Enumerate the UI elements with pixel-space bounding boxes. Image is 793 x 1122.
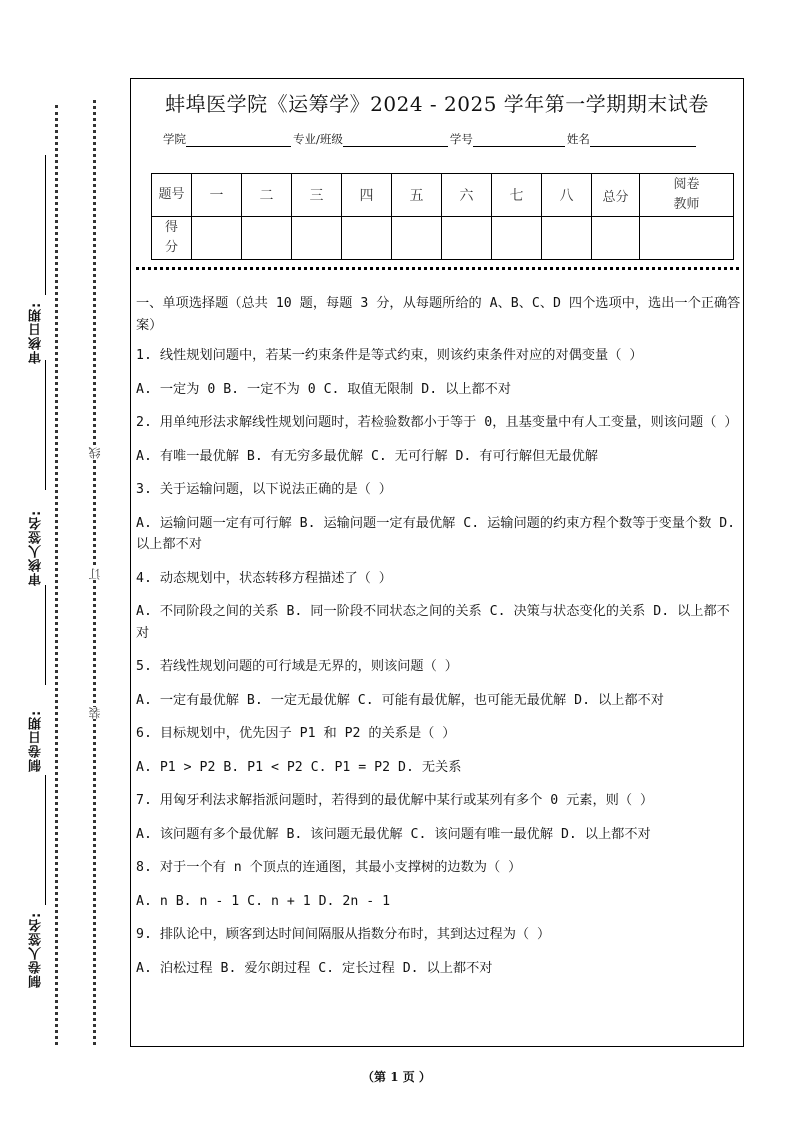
name-field[interactable] [590,132,696,147]
name-label: 姓名 [566,132,590,146]
student-id-field[interactable] [473,132,565,147]
score-cell-grader[interactable] [640,217,734,260]
question-8-options: A. n B. n - 1 C. n + 1 D. 2n - 1 [136,893,391,909]
binding-word-bind: 订 [88,568,102,580]
binding-dotted-line-inner [55,105,58,1045]
question-2-stem: 2. 用单纯形法求解线性规划问题时，若检验数都小于等于 0，且基变量中有人工变量，则该问题（ ） [136,415,738,430]
question-8-stem: 8. 对于一个有 n 个顶点的连通图，其最小支撑树的边数为（ ） [136,860,522,875]
college-field[interactable] [186,132,291,147]
col-header-4: 四 [342,174,392,217]
header-separator [136,267,739,270]
col-header-3: 三 [292,174,342,217]
question-3-stem: 3. 关于运输问题，以下说法正确的是（ ） [136,482,392,497]
major-class-field[interactable] [343,132,448,147]
question-6-options: A. P1 > P2 B. P1 < P2 C. P1 = P2 D. 无关系 [136,759,462,775]
major-class-label: 专业/班级 [293,132,343,146]
score-cell-5[interactable] [392,217,442,260]
review-date-label: 审核日期: [29,301,44,365]
question-4-options: A. 不同阶段之间的关系 B. 同一阶段不同状态之间的关系 C. 决策与状态变化的关系 D. 以上都不对 [136,604,730,641]
binding-word-line: 线 [88,447,102,459]
student-info-row [163,131,698,147]
question-1-stem: 1. 线性规划问题中，若某一约束条件是等式约束，则该约束条件对应的对偶变量（ ） [136,348,643,363]
score-cell-2[interactable] [242,217,292,260]
score-cell-total[interactable] [592,217,640,260]
college-label: 学院 [163,132,186,146]
col-header-grader [640,174,734,217]
col-header-5: 五 [392,174,442,217]
score-cell-4[interactable] [342,217,392,260]
question-1-options: A. 一定为 0 B. 一定不为 0 C. 取值无限制 D. 以上都不对 [136,381,512,397]
question-2-options: A. 有唯一最优解 B. 有无穷多最优解 C. 无可行解 D. 有可行解但无最优解 [136,448,598,464]
exam-title: 蚌埠医学院《运筹学》2024 - 2025 学年第一学期期末试卷 [165,92,709,116]
col-header-7: 七 [492,174,542,217]
question-9-stem: 9. 排队论中，顾客到达时间间隔服从指数分布时，其到达过程为（ ） [136,927,551,942]
score-header-text: 得分 [164,220,178,255]
maker-sign-line [45,775,46,905]
question-5-options: A. 一定有最优解 B. 一定无最优解 C. 可能有最优解，也可能无最优解 D. 以上都不对 [136,692,664,708]
col-header-2: 二 [242,174,292,217]
question-number-header: 题号 [152,174,192,217]
score-cell-8[interactable] [542,217,592,260]
question-9-options: A. 泊松过程 B. 爱尔朗过程 C. 定长过程 D. 以上都不对 [136,960,493,976]
score-table [151,173,734,260]
score-header [152,217,192,260]
score-cell-1[interactable] [192,217,242,260]
score-cell-6[interactable] [442,217,492,260]
col-header-total: 总分 [592,174,640,217]
make-date-label: 制卷日期: [29,709,44,773]
col-header-6: 六 [442,174,492,217]
section-heading: 一、单项选择题（总共 10 题，每题 3 分，从每题所给的 A、B、C、D 四个选项中，选出一个正确答案） [136,296,741,333]
score-cell-3[interactable] [292,217,342,260]
binding-word-mount: 装 [88,707,102,719]
exam-content [136,293,741,991]
question-7-options: A. 该问题有多个最优解 B. 该问题无最优解 C. 该问题有唯一最优解 D. 以上都不对 [136,826,651,842]
student-id-label: 学号 [449,132,473,146]
page-number: （第 1 页 ） [362,1070,431,1084]
question-3-options: A. 运输问题一定有可行解 B. 运输问题一定有最优解 C. 运输问题的约束方程个数等于变量个数 D. 以上都不对 [136,515,736,552]
review-date-line [45,155,46,295]
question-6-stem: 6. 目标规划中，优先因子 P1 和 P2 的关系是（ ） [136,726,456,741]
score-cell-7[interactable] [492,217,542,260]
reviewer-sign-line [45,360,46,490]
question-7-stem: 7. 用匈牙利法求解指派问题时，若得到的最优解中某行或某列有多个 0 元素，则（ ） [136,793,654,808]
make-date-line [45,585,46,685]
grader-header-text: 阅卷教师 [673,177,700,212]
score-table-header-row [152,174,734,217]
reviewer-sign-label: 审核人签名: [29,509,44,587]
question-4-stem: 4. 动态规划中，状态转移方程描述了（ ） [136,570,392,586]
col-header-1: 一 [192,174,242,217]
maker-sign-label: 制卷人签名: [29,911,44,989]
score-table-score-row [152,217,734,260]
question-5-stem: 5. 若线性规划问题的可行域是无界的，则该问题（ ） [136,659,458,674]
col-header-8: 八 [542,174,592,217]
